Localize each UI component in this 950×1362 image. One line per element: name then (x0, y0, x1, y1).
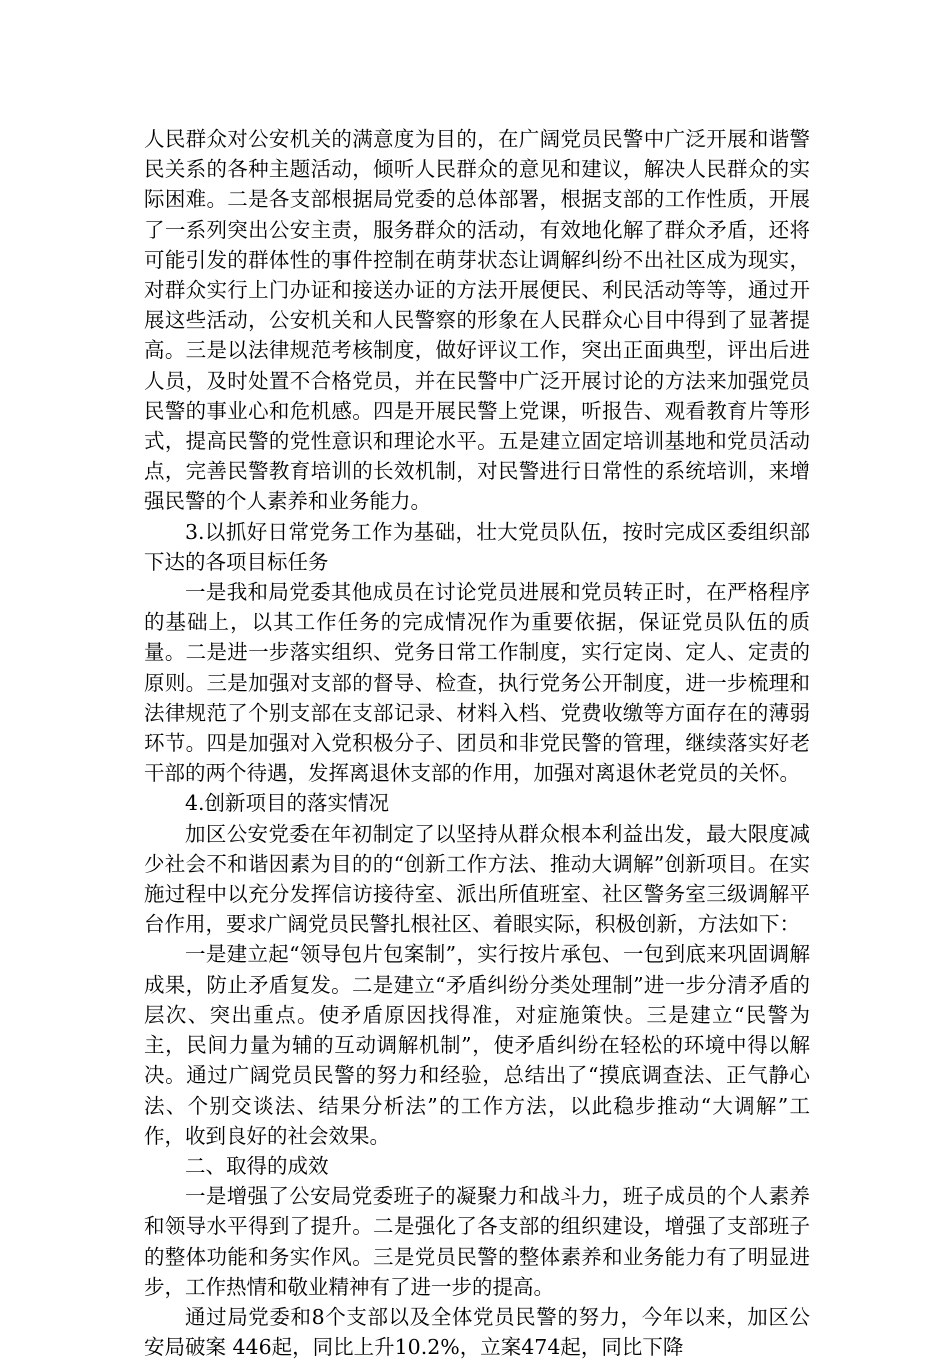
section-heading-daily-party-work: 3.以抓好日常党务工作为基础，壮大党员队伍，按时完成区委组织部下达的各项目标任务 (144, 519, 810, 574)
paragraph-innovation-intro: 加区公安党委在年初制定了以坚持从群众根本利益出发，最大限度减少社会不和谐因素为目的的“创新工作方法、推动大调解”创新项目。在实施过程中以充分发挥信访接待室、派出所值班室、社区警务室三级调解平台作用，要求广阔党员民警扎根社区、着眼实际，积极创新，方法如下： (144, 821, 810, 937)
document-body (144, 124, 810, 1362)
paragraph-party-activities: 人民群众对公安机关的满意度为目的，在广阔党员民警中广泛开展和谐警民关系的各种主题活动，倾听人民群众的意见和建议，解决人民群众的实际困难。二是各支部根据局党委的总体部署，根据支部的工作性质，开展了一系列突出公安主责，服务群众的活动，有效地化解了群众矛盾，还将可能引发的群体性的事件控制在萌芽状态让调解纠纷不出社区成为现实，对群众实行上门办证和接送办证的方法开展便民、利民活动等等，通过开展这些活动，公安机关和人民警察的形象在人民群众心目中得到了显著提高。三是以法律规范考核制度，做好评议工作，突出正面典型，评出后进人员，及时处置不合格党员，并在民警中广泛开展讨论的方法来加强党员民警的事业心和危机感。四是开展民警上党课，听报告、观看教育片等形式，提高民警的党性意识和理论水平。五是建立固定培训基地和党员活动点，完善民警教育培训的长效机制，对民警进行日常性的系统培训，来增强民警的个人素养和业务能力。 (144, 127, 810, 514)
paragraph-party-member-management: 一是我和局党委其他成员在讨论党员进展和党员转正时，在严格程序的基础上，以其工作任务的完成情况作为重要依据，保证党员队伍的质量。二是进一步落实组织、党务日常工作制度，实行定岗、定人、定责的原则。三是加强对支部的督导、检查，执行党务公开制度，进一步梳理和法律规范了个别支部在支部记录、材料入档、党费收缴等方面存在的薄弱环节。四是加强对入党积极分子、团员和非党民警的管理，继续落实好老干部的两个待遇，发挥离退休支部的作用，加强对离退休老党员的关怀。 (144, 580, 810, 786)
section-heading-achievements: 二、取得的成效 (185, 1153, 329, 1178)
paragraph-achievements-summary: 一是增强了公安局党委班子的凝聚力和战斗力，班子成员的个人素养和领导水平得到了提升。二是强化了各支部的组织建设，增强了支部班子的整体功能和务实作风。三是党员民警的整体素养和业务能力有了明显进步，工作热情和敬业精神有了进一步的提高。 (144, 1184, 810, 1299)
paragraph-innovation-methods: 一是建立起“领导包片包案制”，实行按片承包、一包到底来巩固调解成果，防止矛盾复发。二是建立“矛盾纠纷分类处理制”进一步分清矛盾的层次、突出重点。使矛盾原因找得准，对症施策快。三是建立“民警为主，民间力量为辅的互动调解机制”，使矛盾纠纷在轻松的环境中得以解决。通过广阔党员民警的努力和经验，总结出了“摸底调查法、正气静心法、个别交谈法、结果分析法”的工作方法，以此稳步推动“大调解”工作，收到良好的社会效果。 (144, 942, 810, 1148)
section-heading-innovation-project: 4.创新项目的落实情况 (185, 791, 390, 816)
paragraph-case-statistics: 通过局党委和8个支部以及全体党员民警的努力，今年以来，加区公安局破案 446起，同比上升10.2%，立案474起，同比下降 (144, 1304, 810, 1360)
